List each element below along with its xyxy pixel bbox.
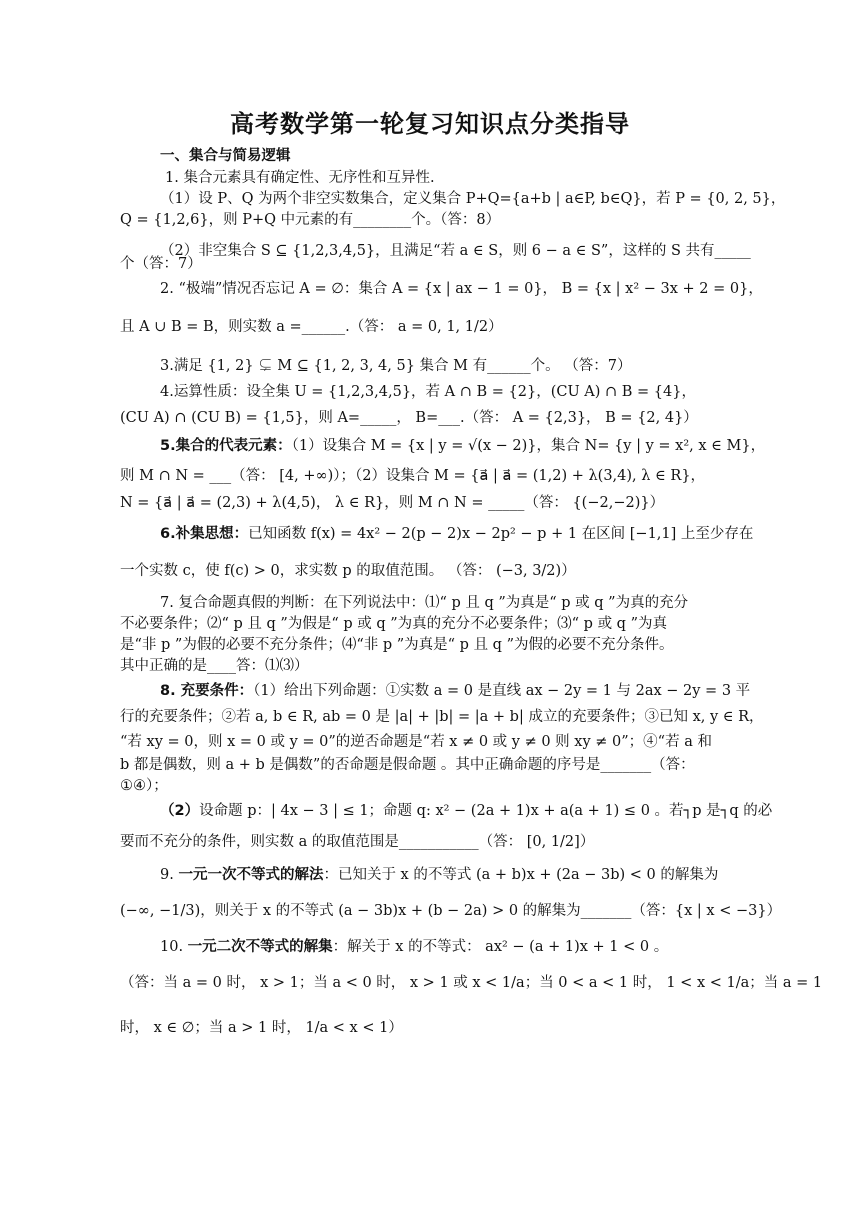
bold-label: 8. 充要条件： xyxy=(160,683,254,699)
text-line: 4.运算性质：设全集 U = {1,2,3,4,5}，若 A ∩ B = {2}，(CU A) ∩ B = {4}， xyxy=(160,384,696,400)
text-line: 1. 集合元素具有确定性、无序性和互异性. xyxy=(165,170,435,186)
text-line: 2. “极端”情况否忘记 A = ∅：集合 A = {x | ax − 1 = 0}， B = {x | x² − 3x + 2 = 0}， xyxy=(160,281,763,297)
text-line: 行的充要条件；②若 a, b ∈ R, ab = 0 是 |a| + |b| = |a + b| 成立的充要条件；③已知 x, y ∈ R， xyxy=(120,709,764,725)
text-line: b 都是偶数，则 a + b 是偶数”的否命题是假命题 。其中正确命题的序号是_______（答： xyxy=(120,757,695,773)
bold-label: 一元二次不等式的解集 xyxy=(187,939,333,955)
item-number: 9. xyxy=(160,867,179,883)
text-line: “若 xy = 0，则 x = 0 或 y = 0”的逆否命题是“若 x ≠ 0 或 y ≠ 0 则 xy ≠ 0”；④“若 a 和 xyxy=(120,734,712,750)
text-line: 则 M ∩ N = ___（答： [4, +∞)）；（2）设集合 M = {a⃗ | a⃗ = (1,2) + λ(3,4), λ ∈ R}， xyxy=(120,468,706,484)
text-span: （1）设集合 M = {x | y = √(x − 2)}，集合 N= {y | y = x², x ∈ M}， xyxy=(291,438,766,454)
text-line xyxy=(160,681,751,701)
text-line: 且 A ∪ B = B，则实数 a =______.（答： a = 0, 1, 1/2） xyxy=(120,319,503,335)
text-line xyxy=(160,801,773,821)
text-line: N = {a⃗ | a⃗ = (2,3) + λ(4,5)， λ ∈ R}，则 M ∩ N = _____（答： {(−2,−2)}） xyxy=(120,495,665,511)
section-heading: 一、集合与简易逻辑 xyxy=(160,148,291,164)
text-line: （1）设 P、Q 为两个非空实数集合，定义集合 P+Q={a+b | a∈P, b∈Q}，若 P = {0, 2, 5}， xyxy=(160,191,786,207)
bold-label: 6.补集思想： xyxy=(160,526,249,542)
bold-label: 5.集合的代表元素： xyxy=(160,438,292,454)
text-span: （1）给出下列命题：①实数 a = 0 是直线 ax − 2y = 1 与 2ax − 2y = 3 平 xyxy=(253,683,751,699)
text-line: Q = {1,2,6}，则 P+Q 中元素的有________个。（答：8） xyxy=(120,212,501,228)
text-span: 设命题 p：| 4x − 3 | ≤ 1；命题 q: x² − (2a + 1)x + a(a + 1) ≤ 0 。若┐p 是┐q 的必 xyxy=(199,803,773,819)
item-number: 10. xyxy=(160,939,188,955)
text-line xyxy=(160,865,745,885)
text-line: 个（答：7） xyxy=(120,256,202,272)
text-line: （2）非空集合 S ⊆ {1,2,3,4,5}，且满足“若 a ∈ S，则 6 − a ∈ S”，这样的 S 共有_____ xyxy=(160,243,751,259)
text-line xyxy=(160,937,745,957)
text-line: 时， x ∈ ∅；当 a > 1 时， 1/a < x < 1） xyxy=(120,1020,403,1036)
text-line: 一个实数 c，使 f(c) > 0，求实数 p 的取值范围。 （答： (−3, 3/2)） xyxy=(120,563,576,579)
text-line: 其中正确的是____答：⑴⑶） xyxy=(120,658,309,674)
text-line: 要而不充分的条件，则实数 a 的取值范围是___________（答： [0, 1/2]） xyxy=(120,834,595,850)
text-line: 7. 复合命题真假的判断：在下列说法中：⑴“ p 且 q ”为真是“ p 或 q ”为真的充分 xyxy=(160,595,689,611)
text-line: 不必要条件；⑵“ p 且 q ”为假是“ p 或 q ”为真的充分不必要条件；⑶“ p 或 q ”为真 xyxy=(120,616,667,632)
text-line: ①④）； xyxy=(120,778,168,794)
text-line: 是“非 p ”为假的必要不充分条件；⑷“非 p ”为真是“ p 且 q ”为假的必要不充分条件。 xyxy=(120,637,674,653)
page-title: 高考数学第一轮复习知识点分类指导 xyxy=(230,110,630,138)
text-line: （答：当 a = 0 时， x > 1；当 a < 0 时， x > 1 或 x < 1/a；当 0 < a < 1 时， 1 < x < 1/a；当 a = 1 xyxy=(120,975,823,991)
text-line: 3.满足 {1, 2} ⊊ M ⊆ {1, 2, 3, 4, 5} 集合 M 有______个。 （答：7） xyxy=(160,358,632,374)
bold-label: （2） xyxy=(160,803,200,819)
text-line: (CU A) ∩ (CU B) = {1,5}，则 A=_____， B=___.（答： A = {2,3}， B = {2, 4}） xyxy=(120,410,698,426)
text-span: 已知函数 f(x) = 4x² − 2(p − 2)x − 2p² − p + 1 在区间 [−1,1] 上至少存在 xyxy=(248,526,754,542)
text-span: ：已知关于 x 的不等式 (a + b)x + (2a − 3b) < 0 的解集为 xyxy=(323,867,719,883)
text-line xyxy=(160,524,754,544)
text-line: (−∞, −1/3)，则关于 x 的不等式 (a − 3b)x + (b − 2a) > 0 的解集为_______（答：{x | x < −3}） xyxy=(120,903,782,919)
bold-label: 一元一次不等式的解法 xyxy=(178,867,324,883)
text-line xyxy=(160,436,766,456)
text-span: ：解关于 x 的不等式： ax² − (a + 1)x + 1 < 0 。 xyxy=(332,939,669,955)
